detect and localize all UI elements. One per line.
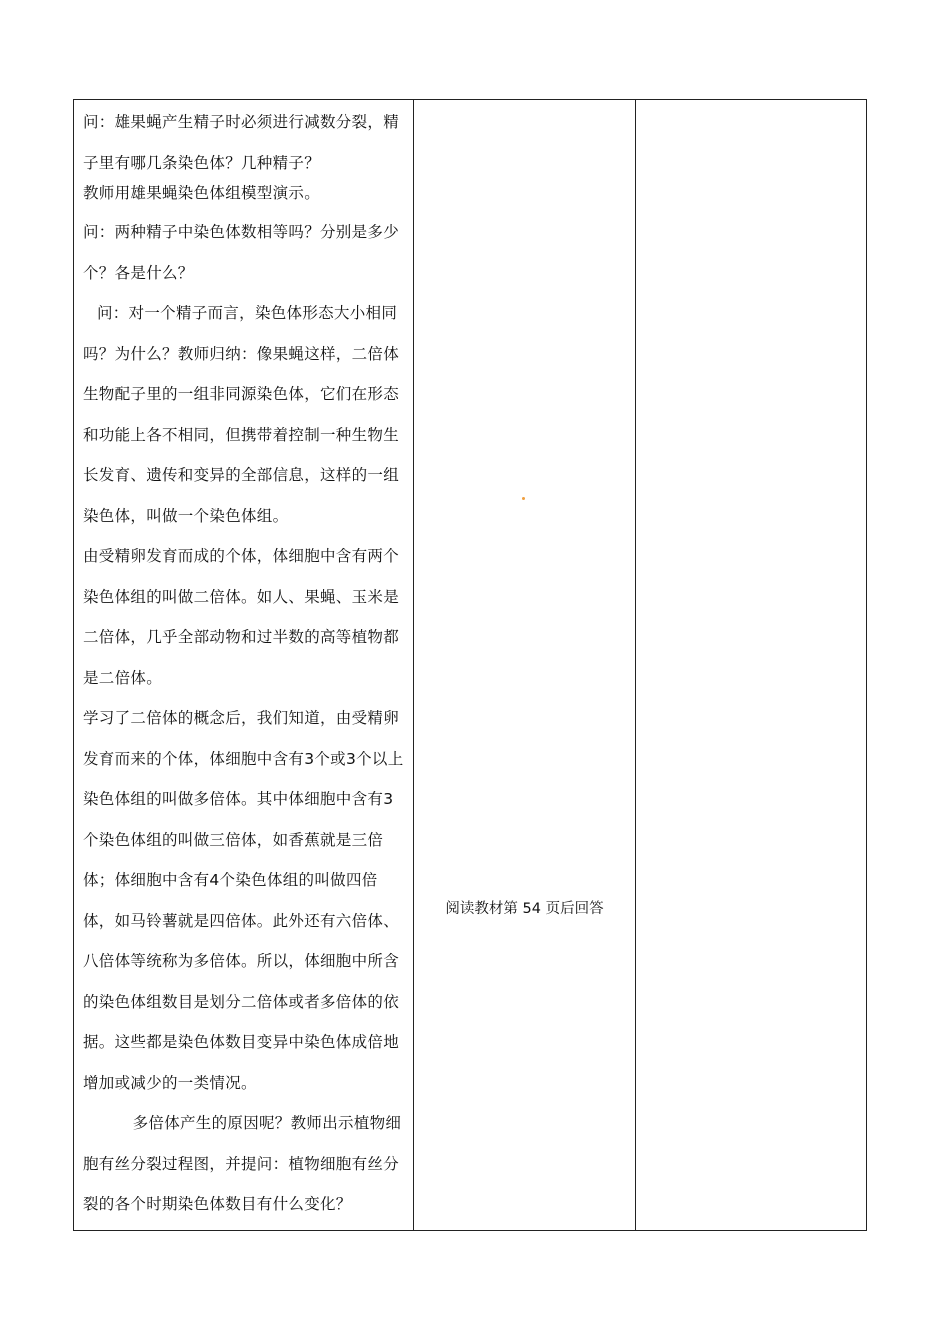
paragraph: 学习了二倍体的概念后，我们知道，由受精卵发育而来的个体，体细胞中含有3个或3个以上染色体组的叫做多倍体。其中体细胞中含有3个染色体组的叫做三倍体，如香蕉就是三倍体；体细胞中含有4个染色体组的叫做四倍体，如马铃薯就是四倍体。此外还有六倍体、八倍体等统称为多倍体。所以，体细胞中所含的染色体组数目是划分二倍体或者多倍体的依据。这些都是染色体数目变异中染色体成倍地增加或减少的一类情况。 — [83, 709, 404, 1092]
paragraph: 问：雄果蝇产生精子时必须进行减数分裂，精子里有哪几条染色体？几种精子？ — [83, 113, 400, 172]
stray-mark — [522, 497, 525, 500]
design-intent-column — [636, 100, 866, 1230]
paragraph: 问：两种精子中染色体数相等吗？分别是多少个？各是什么？ — [83, 223, 400, 282]
paragraph: 教师用雄果蝇染色体组模型演示。 — [83, 184, 321, 202]
lesson-table — [73, 99, 867, 1231]
student-activity-column — [414, 100, 636, 1230]
teacher-activity-text — [83, 102, 407, 1225]
teacher-activity-column — [74, 100, 414, 1230]
paragraph: 由受精卵发育而成的个体，体细胞中含有两个染色体组的叫做二倍体。如人、果蝇、玉米是二倍体，几乎全部动物和过半数的高等植物都是二倍体。 — [83, 547, 400, 687]
paragraph: 问：对一个精子而言，染色体形态大小相同吗？为什么？教师归纳：像果蝇这样，二倍体生物配子里的一组非同源染色体，它们在形态和功能上各不相同，但携带着控制一种生物生长发育、遗传和变异的全部信息，这样的一组染色体，叫做一个染色体组。 — [83, 304, 400, 525]
student-activity-note: 阅读教材第 54 页后回答 — [445, 901, 604, 917]
paragraph: 多倍体产生的原因呢？教师出示植物细胞有丝分裂过程图，并提问：植物细胞有丝分裂的各个时期染色体数目有什么变化？ — [83, 1114, 402, 1213]
